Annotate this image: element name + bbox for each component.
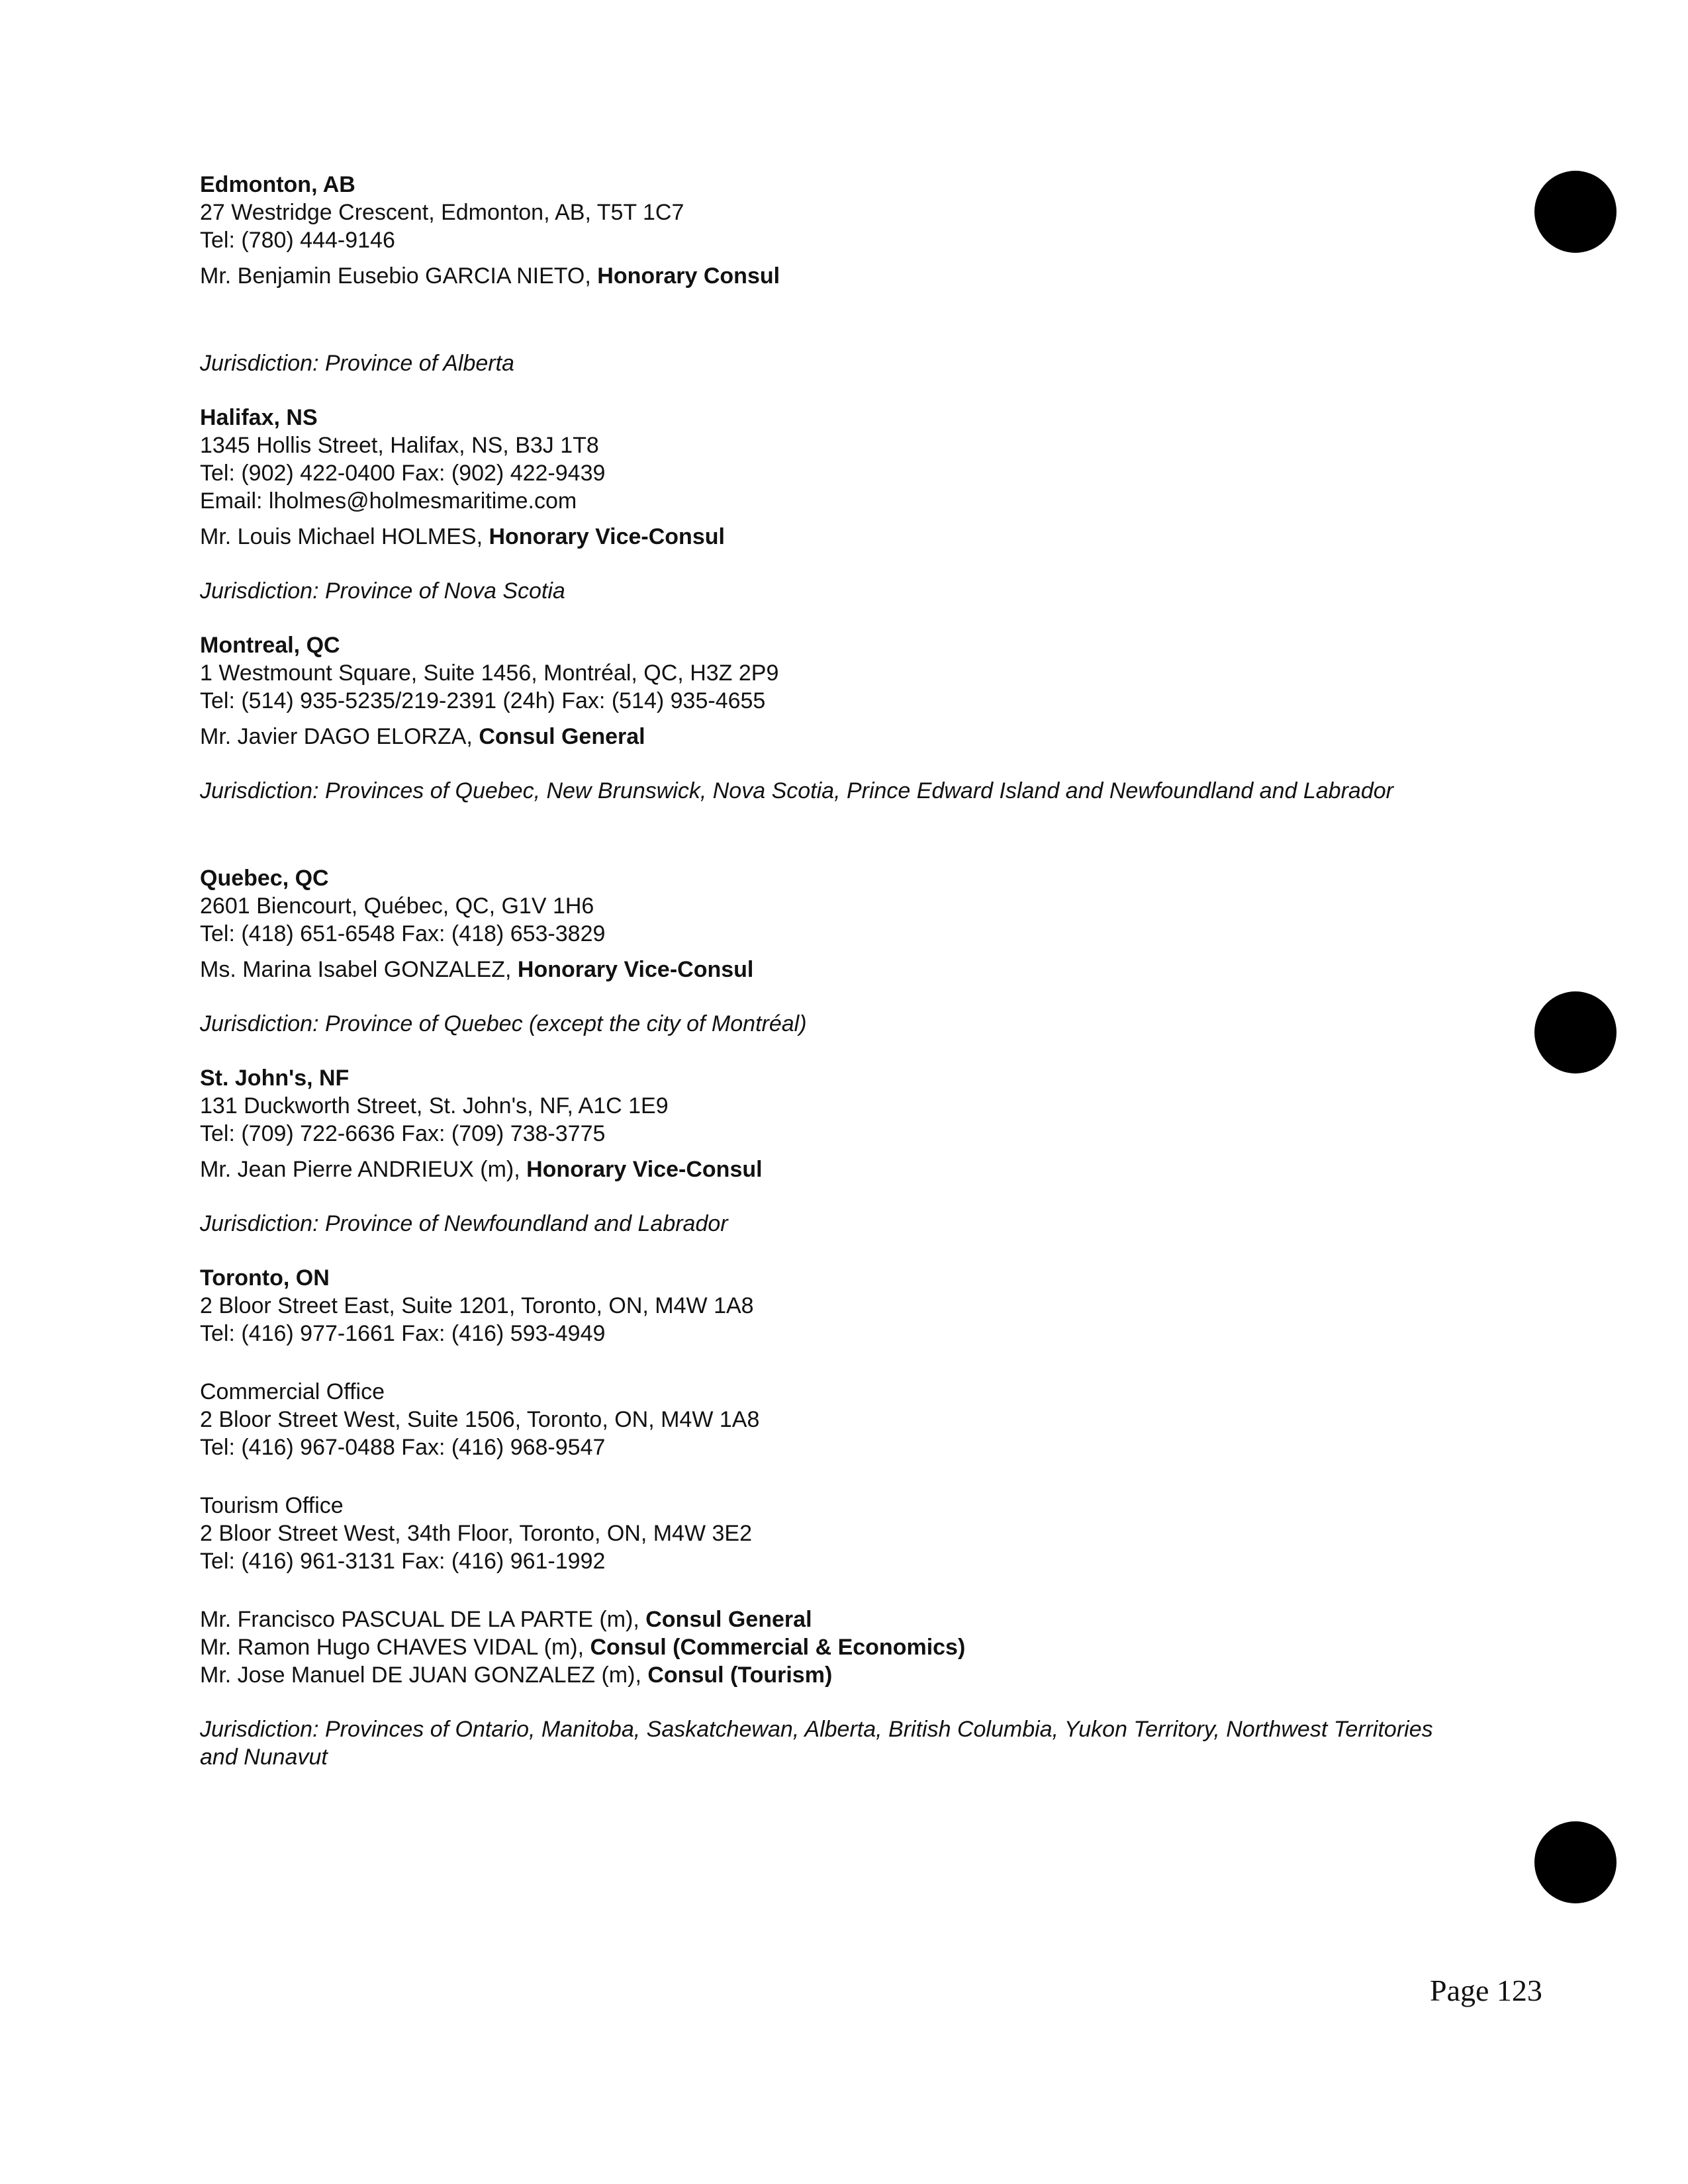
contact-person	[200, 956, 1524, 983]
contact-name: Ms. Marina Isabel GONZALEZ,	[200, 957, 518, 982]
contact-name: Mr. Louis Michael HOLMES,	[200, 524, 489, 549]
punch-hole-top	[1534, 171, 1617, 253]
contact-person	[200, 262, 1524, 290]
jurisdiction-text: Provinces of Ontario, Manitoba, Saskatchewan, Alberta, British Columbia, Yukon Territory, Northwest Territories and Nunavut	[200, 1717, 1433, 1770]
contact-title: Honorary Consul	[597, 263, 780, 289]
telephone: Tel: (780) 444-9146	[200, 228, 395, 253]
jurisdiction	[200, 1210, 1524, 1238]
office-telephone: Tel: (416) 967-0488 Fax: (416) 968-9547	[200, 1435, 606, 1460]
jurisdiction	[200, 1010, 1524, 1038]
entry-st-johns	[200, 1064, 1524, 1238]
telephone: Tel: (514) 935-5235/219-2391 (24h) Fax: (514) 935-4655	[200, 688, 766, 713]
jurisdiction-label: Jurisdiction:	[200, 578, 325, 604]
jurisdiction-text: Province of Nova Scotia	[324, 578, 565, 604]
contact-person	[200, 723, 1524, 751]
address: 131 Duckworth Street, St. John's, NF, A1C 1E9	[200, 1093, 669, 1118]
contact-person	[200, 1156, 1524, 1183]
jurisdiction-text: Province of Alberta	[324, 351, 514, 376]
contact-title: Honorary Vice-Consul	[489, 524, 725, 549]
entry-edmonton	[200, 171, 1524, 377]
telephone: Tel: (709) 722-6636 Fax: (709) 738-3775	[200, 1121, 606, 1146]
city-heading: Edmonton, AB	[200, 172, 355, 197]
contact-person	[200, 1661, 1524, 1689]
telephone: Tel: (902) 422-0400 Fax: (902) 422-9439	[200, 461, 606, 486]
jurisdiction-text: Province of Newfoundland and Labrador	[324, 1211, 728, 1236]
jurisdiction-text: Provinces of Quebec, New Brunswick, Nova Scotia, Prince Edward Island and Newfoundland and Labrador	[324, 778, 1393, 803]
office-address: 2 Bloor Street West, 34th Floor, Toronto, ON, M4W 3E2	[200, 1521, 752, 1546]
contact-name: Mr. Jose Manuel DE JUAN GONZALEZ (m),	[200, 1662, 648, 1688]
telephone: Tel: (418) 651-6548 Fax: (418) 653-3829	[200, 921, 606, 946]
contact-name: Mr. Benjamin Eusebio GARCIA NIETO,	[200, 263, 598, 289]
jurisdiction	[200, 1715, 1458, 1771]
entry-toronto	[200, 1264, 1524, 1771]
city-heading: Montreal, QC	[200, 633, 340, 658]
jurisdiction	[200, 777, 1524, 805]
contact-title: Consul (Tourism)	[647, 1662, 833, 1688]
contact-name: Mr. Javier DAGO ELORZA,	[200, 724, 479, 749]
contact-title: Consul General	[645, 1607, 812, 1632]
jurisdiction	[200, 577, 1524, 605]
contact-name: Mr. Jean Pierre ANDRIEUX (m),	[200, 1157, 527, 1182]
city-heading: Halifax, NS	[200, 405, 318, 430]
office-name: Commercial Office	[200, 1379, 385, 1404]
address: 2601 Biencourt, Québec, QC, G1V 1H6	[200, 893, 594, 919]
email: Email: lholmes@holmesmaritime.com	[200, 488, 577, 514]
address: 1345 Hollis Street, Halifax, NS, B3J 1T8	[200, 433, 599, 458]
entry-quebec	[200, 864, 1524, 1038]
page-number: Page 123	[1430, 1974, 1542, 2007]
contact-title: Consul (Commercial & Economics)	[590, 1635, 966, 1660]
punch-hole-middle	[1534, 991, 1617, 1073]
entry-montreal	[200, 631, 1524, 805]
contact-person	[200, 1633, 1524, 1661]
contact-name: Mr. Ramon Hugo CHAVES VIDAL (m),	[200, 1635, 590, 1660]
address: 2 Bloor Street East, Suite 1201, Toronto, ON, M4W 1A8	[200, 1293, 754, 1318]
telephone: Tel: (416) 977-1661 Fax: (416) 593-4949	[200, 1321, 606, 1346]
jurisdiction-label: Jurisdiction:	[200, 778, 325, 803]
contact-title: Honorary Vice-Consul	[517, 957, 754, 982]
consulate-listing	[200, 171, 1524, 1771]
jurisdiction-label: Jurisdiction:	[200, 1717, 325, 1742]
contact-title: Honorary Vice-Consul	[526, 1157, 763, 1182]
city-heading: Quebec, QC	[200, 866, 329, 891]
city-heading: St. John's, NF	[200, 1066, 350, 1091]
contact-person	[200, 1606, 1524, 1633]
punch-hole-bottom	[1534, 1821, 1617, 1903]
jurisdiction	[200, 349, 1524, 377]
address: 27 Westridge Crescent, Edmonton, AB, T5T 1C7	[200, 200, 684, 225]
contact-person	[200, 523, 1524, 551]
jurisdiction-label: Jurisdiction:	[200, 351, 325, 376]
entry-halifax	[200, 404, 1524, 605]
address: 1 Westmount Square, Suite 1456, Montréal, QC, H3Z 2P9	[200, 660, 779, 686]
office-telephone: Tel: (416) 961-3131 Fax: (416) 961-1992	[200, 1549, 606, 1574]
jurisdiction-text: Province of Quebec (except the city of Montréal)	[324, 1011, 807, 1036]
contact-name: Mr. Francisco PASCUAL DE LA PARTE (m),	[200, 1607, 646, 1632]
jurisdiction-label: Jurisdiction:	[200, 1211, 325, 1236]
contact-title: Consul General	[479, 724, 645, 749]
city-heading: Toronto, ON	[200, 1265, 330, 1291]
jurisdiction-label: Jurisdiction:	[200, 1011, 325, 1036]
office-name: Tourism Office	[200, 1493, 344, 1518]
office-address: 2 Bloor Street West, Suite 1506, Toronto, ON, M4W 1A8	[200, 1407, 760, 1432]
